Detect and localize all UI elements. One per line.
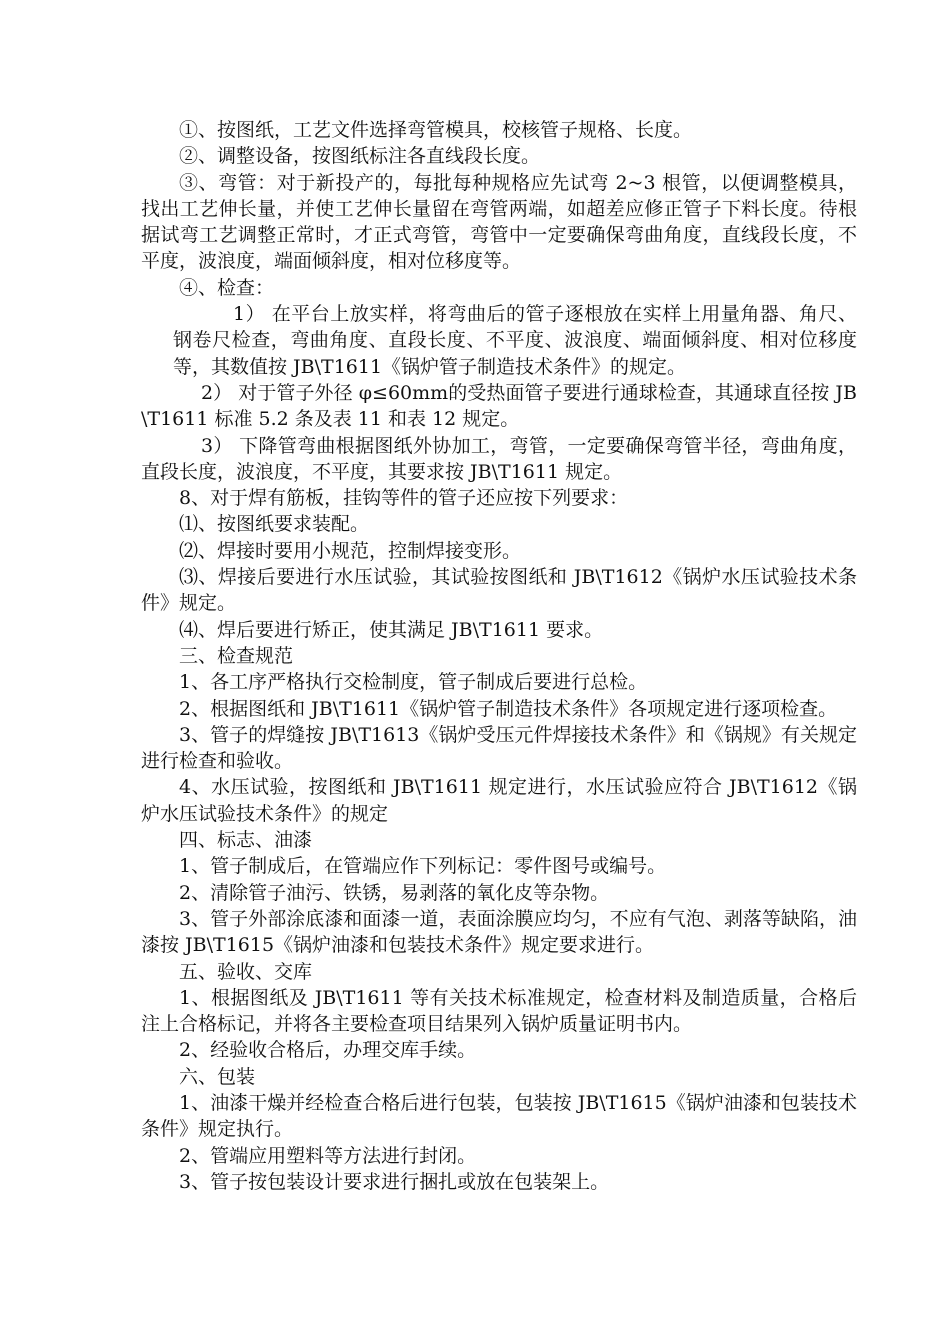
paragraph-23: 1、根据图纸及 JB\T1611 等有关技术标准规定，检查材料及制造质量，合格后注上合格标记，并将各主要检查项目结果列入锅炉质量证明书内。 (141, 986, 857, 1036)
paragraph-10: ⑵、焊接时要用小规范，控制焊接变形。 (179, 539, 522, 562)
paragraph-12: ⑷、焊后要进行矫正，使其满足 JB\T1611 要求。 (179, 618, 604, 641)
paragraph-3: ③、弯管：对于新投产的，每批每种规格应先试弯 2~3 根管，以便调整模具，找出工艺伸长量，并使工艺伸长量留在弯管两端，如超差应修正管子下料长度。待根据试弯工艺调整正常时，才正式弯管，弯管中一定要确保弯曲角度，直线段长度，不平度，波浪度，端面倾斜度，相对位移度等。 (141, 171, 857, 273)
paragraph-20: 2、清除管子油污、铁锈，易剥落的氧化皮等杂物。 (179, 881, 610, 904)
section-heading-5: 五、验收、交库 (179, 960, 313, 983)
paragraph-28: 3、管子按包装设计要求进行捆扎或放在包装架上。 (179, 1170, 610, 1193)
section-heading-6: 六、包装 (179, 1065, 256, 1088)
paragraph-26: 1、油漆干燥并经检查合格后进行包装，包装按 JB\T1615《锅炉油漆和包装技术条件》规定执行。 (141, 1091, 857, 1141)
paragraph-21: 3、管子外部涂底漆和面漆一道，表面涂膜应均匀，不应有气泡、剥落等缺陷，油漆按 JB\T1615《锅炉油漆和包装技术条件》规定要求进行。 (141, 907, 857, 957)
paragraph-19: 1、管子制成后，在管端应作下列标记：零件图号或编号。 (179, 855, 667, 878)
section-heading-3: 三、检查规范 (179, 644, 294, 667)
paragraph-14: 1、各工序严格执行交检制度，管子制成后要进行总检。 (179, 671, 648, 694)
paragraph-17: 4、水压试验，按图纸和 JB\T1611 规定进行，水压试验应符合 JB\T1612《锅炉水压试验技术条件》的规定 (141, 776, 857, 825)
paragraph-16: 3、管子的焊缝按 JB\T1613《锅炉受压元件焊接技术条件》和《锅规》有关规定进行检查和验收。 (141, 723, 857, 773)
paragraph-7: 3） 下降管弯曲根据图纸外协加工，弯管，一定要确保弯管半径，弯曲角度，直段长度，波浪度，不平度，其要求按 JB\T1611 规定。 (141, 434, 857, 483)
paragraph-24: 2、经验收合格后，办理交库手续。 (179, 1039, 477, 1062)
paragraph-1: ①、按图纸，工艺文件选择弯管模具，校核管子规格、长度。 (179, 119, 693, 141)
paragraph-11: ⑶、焊接后要进行水压试验，其试验按图纸和 JB\T1612《锅炉水压试验技术条件》规定。 (141, 566, 857, 615)
section-heading-4: 四、标志、油漆 (179, 829, 313, 852)
paragraph-4: ④、检查： (179, 276, 275, 299)
paragraph-6: 2） 对于管子外径 φ≤60mm的受热面管子要进行通球检查，其通球直径按 JB\T1611 标准 5.2 条及表 11 和表 12 规定。 (141, 381, 857, 431)
document-body (141, 117, 857, 1195)
paragraph-27: 2、管端应用塑料等方法进行封闭。 (179, 1144, 477, 1167)
paragraph-15: 2、根据图纸和 JB\T1611《锅炉管子制造技术条件》各项规定进行逐项检查。 (179, 697, 838, 720)
paragraph-9: ⑴、按图纸要求装配。 (179, 513, 370, 536)
paragraph-8: 8、对于焊有筋板，挂钩等件的管子还应按下列要求： (179, 487, 629, 510)
paragraph-2: ②、调整设备，按图纸标注各直线段长度。 (179, 145, 541, 168)
paragraph-5: 1） 在平台上放实样，将弯曲后的管子逐根放在实样上用量角器、角尺、钢卷尺检查，弯曲角度、直段长度、不平度、波浪度、端面倾斜度、相对位移度等，其数值按 JB\T1611《锅炉管子制造技术条件》的规定。 (173, 303, 857, 378)
